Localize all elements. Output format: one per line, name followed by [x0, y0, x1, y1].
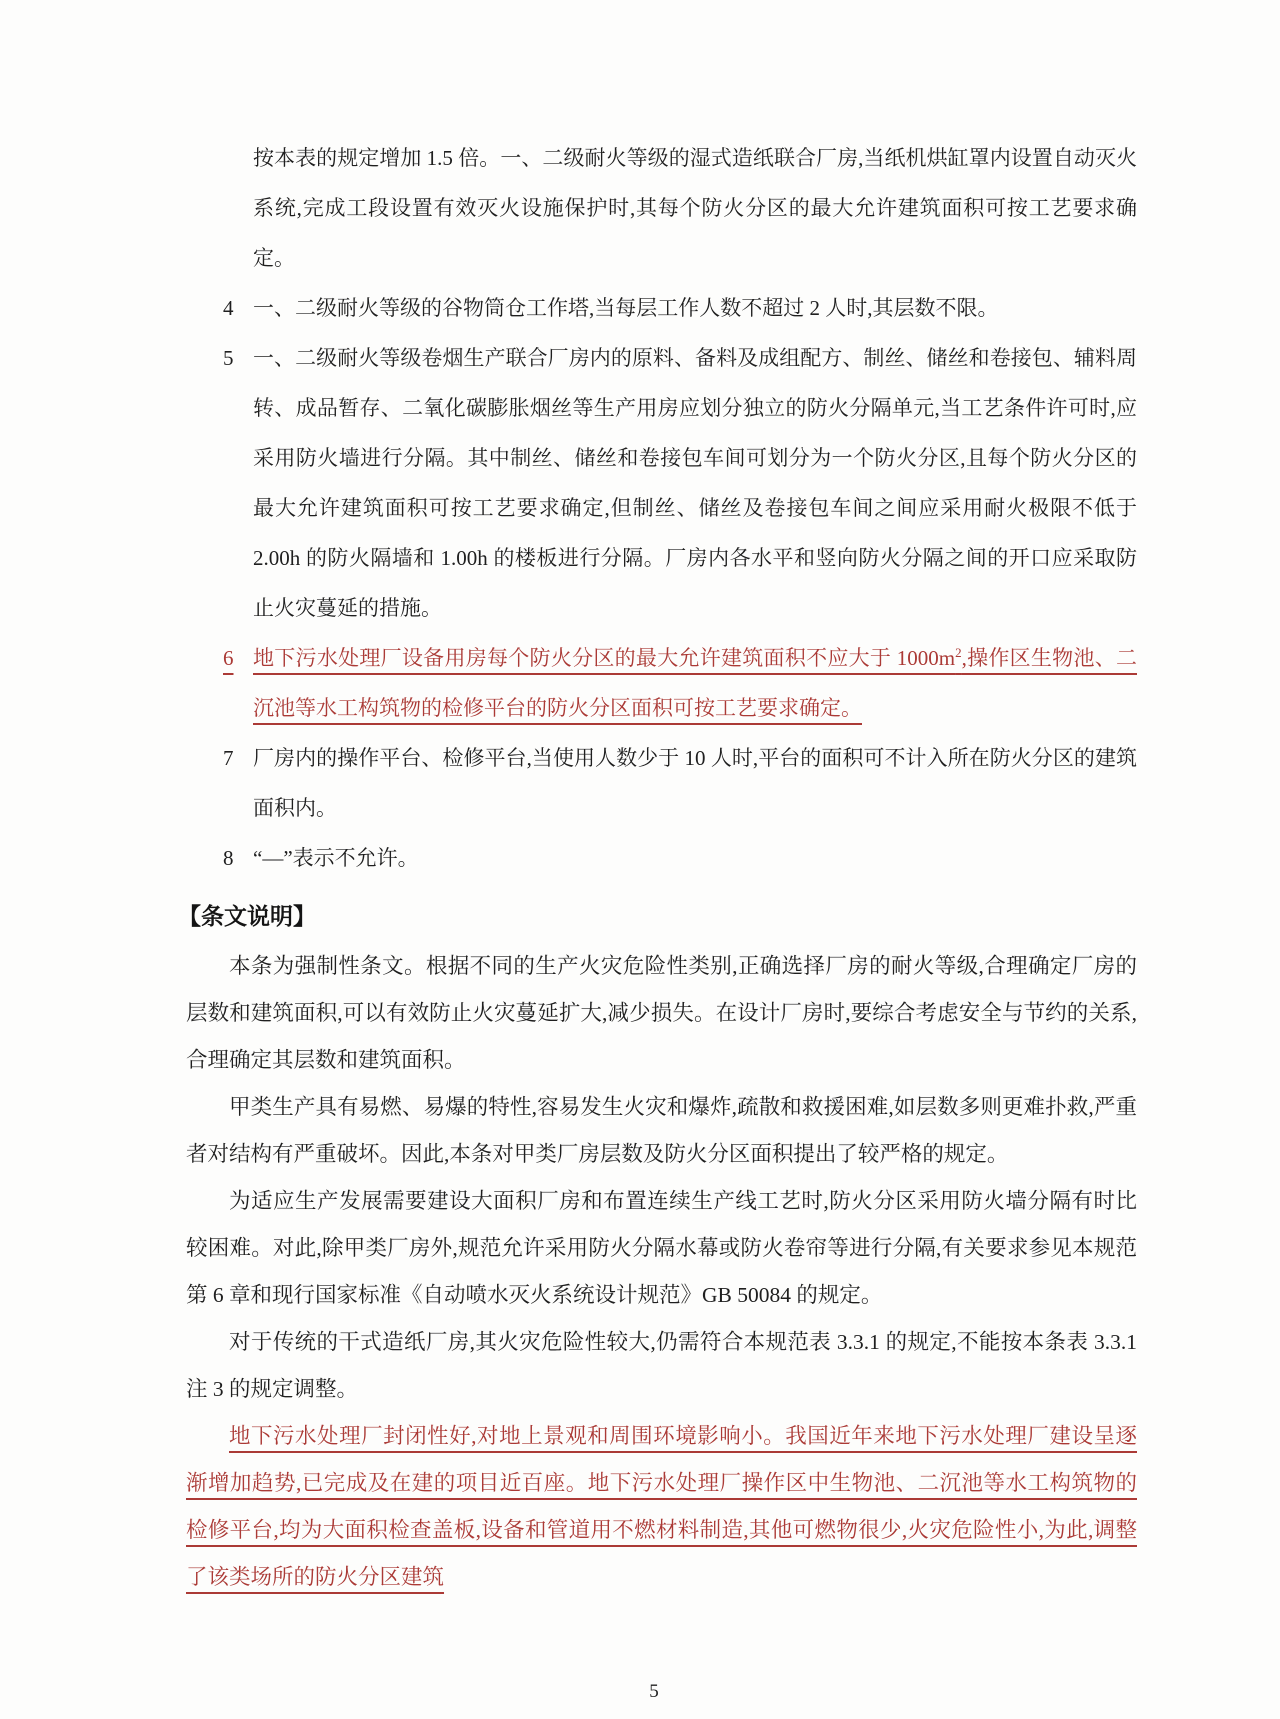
note-item-number: 8	[223, 846, 234, 870]
note-item-4	[223, 283, 1137, 333]
note-item-text: 厂房内的操作平台、检修平台,当使用人数少于 10 人时,平台的面积可不计入所在防火分区的建筑面积内。	[253, 746, 1137, 820]
note-item-number: 5	[223, 346, 234, 370]
note-item-number: 6	[223, 646, 234, 670]
note-item-number: 7	[223, 746, 234, 770]
note-item-text: 一、二级耐火等级的谷物筒仓工作塔,当每层工作人数不超过 2 人时,其层数不限。	[253, 296, 999, 320]
note-item-5	[223, 333, 1137, 633]
note-item-8	[223, 833, 1137, 883]
clause-explanation-header: 【条文说明】	[178, 904, 316, 929]
note-item-text: 地下污水处理厂设备用房每个防火分区的最大允许建筑面积不应大于 $1000m^2$,操作区生物池、二沉池等水工构筑物的检修平台的防火分区面积可按工艺要求确定。	[253, 645, 1137, 720]
note-item-7	[223, 733, 1137, 833]
note-continuation-text: 按本表的规定增加 1.5 倍。一、二级耐火等级的湿式造纸联合厂房,当纸机烘缸罩内设置自动灭火系统,完成工段设置有效灭火设施保护时,其每个防火分区的最大允许建筑面积可按工艺要求确定。	[253, 146, 1137, 270]
explanation-paragraph: 甲类生产具有易燃、易爆的特性,容易发生火灾和爆炸,疏散和救援困难,如层数多则更难扑救,严重者对结构有严重破坏。因此,本条对甲类厂房层数及防火分区面积提出了较严格的规定。	[186, 1095, 1137, 1166]
note-item-text: “—”表示不允许。	[253, 846, 419, 870]
page-number: 5	[649, 1681, 659, 1702]
superscript: 2	[955, 645, 962, 660]
explanation-paragraph: 对于传统的干式造纸厂房,其火灾危险性较大,仍需符合本规范表 3.3.1 的规定,不能按本条表 3.3.1 注 3 的规定调整。	[186, 1330, 1137, 1401]
explanation-paragraph: 本条为强制性条文。根据不同的生产火灾危险性类别,正确选择厂房的耐火等级,合理确定厂房的层数和建筑面积,可以有效防止火灾蔓延扩大,减少损失。在设计厂房时,要综合考虑安全与节约的关系,合理确定其层数和建筑面积。	[186, 954, 1137, 1072]
note-item-text: 一、二级耐火等级卷烟生产联合厂房内的原料、备料及成组配方、制丝、储丝和卷接包、辅料周转、成品暂存、二氧化碳膨胀烟丝等生产用房应划分独立的防火分隔单元,当工艺条件许可时,应采用防火墙进行分隔。其中制丝、储丝和卷接包车间可划分为一个防火分区,且每个防火分区的最大允许建筑面积可按工艺要求确定,但制丝、储丝及卷接包车间之间应采用耐火极限不低于 2.00h 的防火隔墙和 1.00h 的楼板进行分隔。厂房内各水平和竖向防火分隔之间的开口应采取防止火灾蔓延的措施。	[253, 346, 1137, 620]
note-item-number: 4	[223, 296, 234, 320]
note-item-6	[223, 633, 1137, 733]
explanation-paragraph-highlighted: 地下污水处理厂封闭性好,对地上景观和周围环境影响小。我国近年来地下污水处理厂建设呈逐渐增加趋势,已完成及在建的项目近百座。地下污水处理厂操作区中生物池、二沉池等水工构筑物的检修平台,均为大面积检查盖板,设备和管道用不燃材料制造,其他可燃物很少,火灾危险性小,为此,调整了该类场所的防火分区建筑	[186, 1424, 1137, 1589]
table-notes-section	[223, 133, 1137, 883]
explanation-paragraph: 为适应生产发展需要建设大面积厂房和布置连续生产线工艺时,防火分区采用防火墙分隔有时比较困难。对此,除甲类厂房外,规范允许采用防火分隔水幕或防火卷帘等进行分隔,有关要求参见本规范第 6 章和现行国家标准《自动喷水灭火系统设计规范》GB 50084 的规定。	[186, 1189, 1137, 1307]
explanation-section	[186, 943, 1137, 1601]
